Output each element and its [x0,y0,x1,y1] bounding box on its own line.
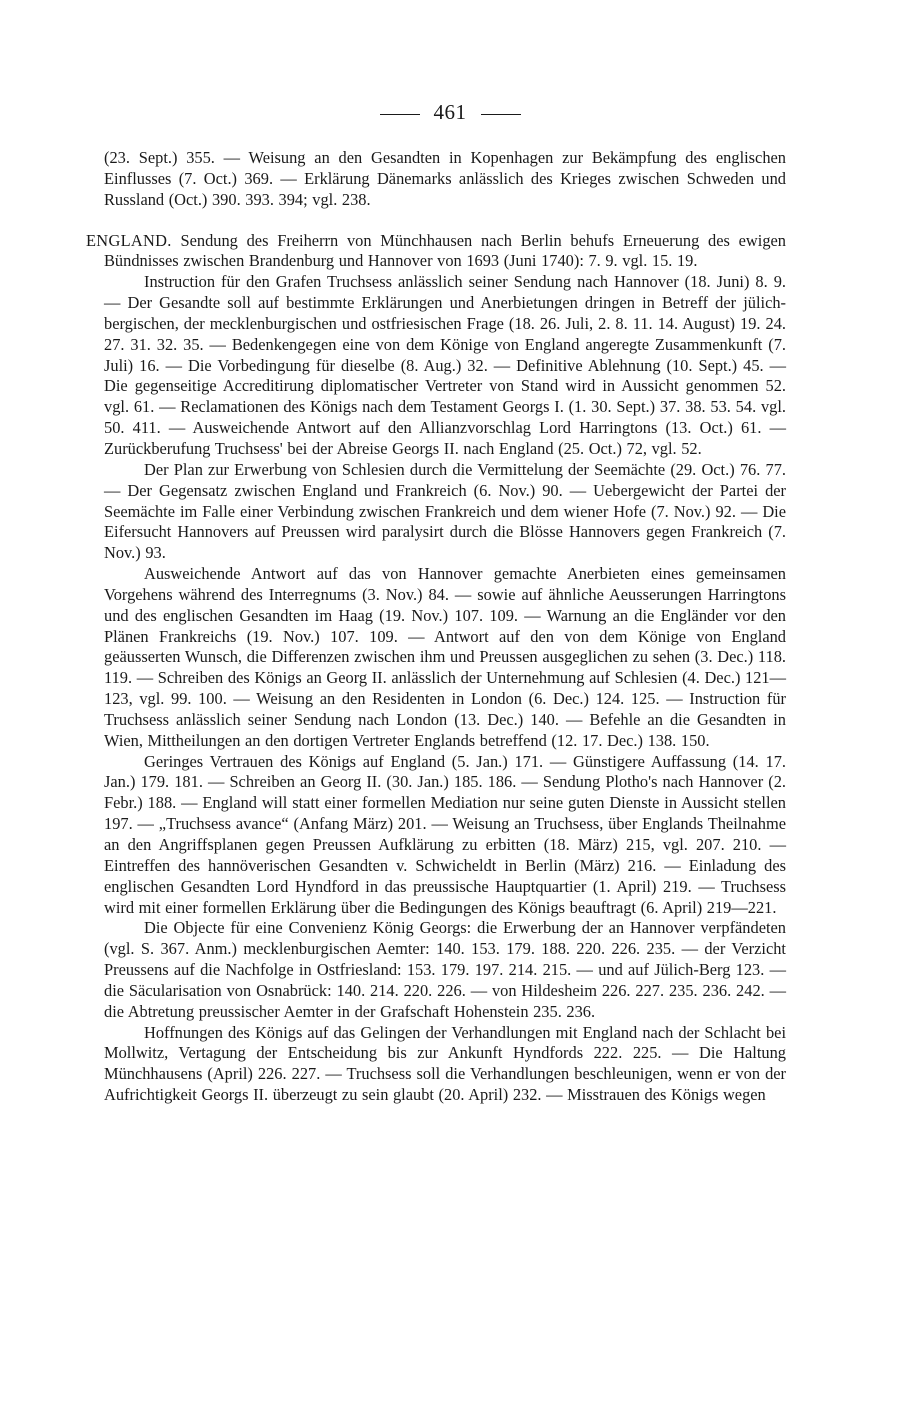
entry-england [86,231,786,273]
index-text [86,148,786,1106]
header-dash-left [380,114,420,115]
page-header [0,100,900,125]
continued-paragraph: (23. Sept.) 355. — Weisung an den Gesandten in Kopenhagen zur Bekämpfung des englischen Einflusses (7. Oct.) 369. — Erklärung Dänemarks anlässlich des Krieges zwischen Schweden und Russland (Oct.) 390. 393. 394; vgl. 238. [104,148,786,209]
page-number: 461 [433,100,467,124]
header-dash-right [481,114,521,115]
paragraph-instruction: Instruction für den Grafen Truchsess anlässlich seiner Sendung nach Hannover (18. Juni) 8. 9. — Der Gesandte soll auf bestimmte Erklärungen und Anerbietungen dringen in Betreff der jülich-bergischen, der mecklenburgischen und ostfriesischen Frage (18. 26. Juli, 2. 8. 11. 14. August) 19. 24. 27. 31. 32. 35. — Bedenkengegen eine von dem Könige von England angeregte Zusammenkunft (7. Juli) 16. — Die Vorbedingung für dieselbe (8. Aug.) 32. — Definitive Ablehnung (10. Sept.) 45. — Die gegenseitige Accreditirung diplomatischer Vertreter von Stand wird in Aussicht genommen 52. vgl. 61. — Reclamationen des Königs nach dem Testament Georgs I. (1. 30. Sept.) 37. 38. 53. 54. vgl. 50. 411. — Ausweichende Antwort auf den Allianzvorschlag Lord Harringtons (13. Oct.) 61. — Zurückberufung Truchsess' bei der Abreise Georgs II. nach England (25. Oct.) 72, vgl. 52. [104,272,786,458]
entry-intro-text: Sendung des Freiherrn von Münchhausen nach Berlin behufs Erneuerung des ewigen Bündnisses zwischen Brandenburg und Hannover von 1693 (Juni 1740): 7. 9. vgl. 15. 19. [104,230,786,271]
paragraph-ausweichende: Ausweichende Antwort auf das von Hannover gemachte Anerbieten eines gemeinsamen Vorgehens während des Interregnums (3. Nov.) 84. — sowie auf ähnliche Aeusserungen Harringtons und des englischen Gesandten im Haag (19. Nov.) 107. 109. — Warnung an die Engländer vor den Plänen Frankreichs (19. Nov.) 107. 109. — Antwort auf den von dem Könige von England geäusserten Wunsch, die Differenzen zwischen ihm und Preussen ausgeglichen zu sehen (3. Dec.) 118. 119. — Schreiben des Königs an Georg II. anlässlich der Unternehmung auf Schlesien (4. Dec.) 121—123, vgl. 99. 100. — Weisung an den Residenten in London (6. Dec.) 124. 125. — Instruction für Truchsess anlässlich seiner Sendung nach London (13. Dec.) 140. — Befehle an die Gesandten in Wien, Mittheilungen an den dortigen Vertreter Englands betreffend (12. 17. Dec.) 138. 150. [104,564,786,750]
entry-keyword: ENGLAND. [86,230,172,250]
paragraph-geringes: Geringes Vertrauen des Königs auf England (5. Jan.) 171. — Günstigere Auffassung (14. 17. Jan.) 179. 181. — Schreiben an Georg II. (30. Jan.) 185. 186. — Sendung Plotho's nach Hannover (2. Febr.) 188. — England will statt einer formellen Mediation nur seine guten Dienste in Aussicht stellen 197. — „Truchsess avance“ (Anfang März) 201. — Weisung an Truchsess, über Englands Theilnahme an den Angriffsplanen gegen Preussen Aufklärung zu erbitten (18. März) 215, vgl. 207. 210. — Eintreffen des hannöverischen Gesandten v. Schwicheldt in Berlin (März) 216. — Einladung des englischen Gesandten Lord Hyndford in das preussische Hauptquartier (1. April) 219. — Truchsess wird mit einer formellen Erklärung über die Bedingungen des Königs beauftragt (6. April) 219—221. [104,751,786,917]
paragraph-plan: Der Plan zur Erwerbung von Schlesien durch die Vermittelung der Seemächte (29. Oct.) 76. 77. — Der Gegensatz zwischen England und Frankreich (6. Nov.) 90. — Uebergewicht der Partei der Seemächte im Falle einer Verbindung zwischen Frankreich und dem wiener Hofe (7. Nov.) 92. — Die Eifersucht Hannovers auf Preussen wird paralysirt durch die Blösse Hannovers gegen Frankreich (7. Nov.) 93. [104,459,786,563]
paragraph-hoffnungen: Hoffnungen des Königs auf das Gelingen der Verhandlungen mit England nach der Schlacht bei Mollwitz, Vertagung der Entscheidung bis zur Ankunft Hyndfords 222. 225. — Die Haltung Münchhausens (April) 226. 227. — Truchsess soll die Verhandlungen beschleunigen, wenn er von der Aufrichtigkeit Georgs II. überzeugt zu sein glaubt (20. April) 232. — Misstrauen des Königs wegen [104,1022,786,1105]
paragraph-objecte: Die Objecte für eine Convenienz König Georgs: die Erwerbung der an Hannover verpfändeten (vgl. S. 367. Anm.) mecklenburgischen Aemter: 140. 153. 179. 188. 220. 226. 235. — der Verzicht Preussens auf die Nachfolge in Ostfriesland: 153. 179. 197. 214. 215. — und auf Jülich-Berg 123. — die Säcularisation von Osnabrück: 140. 214. 220. 226. — von Hildesheim 226. 227. 235. 236. 242. — die Abtretung preussischer Aemter in der Grafschaft Hohenstein 235. 236. [104,918,786,1021]
